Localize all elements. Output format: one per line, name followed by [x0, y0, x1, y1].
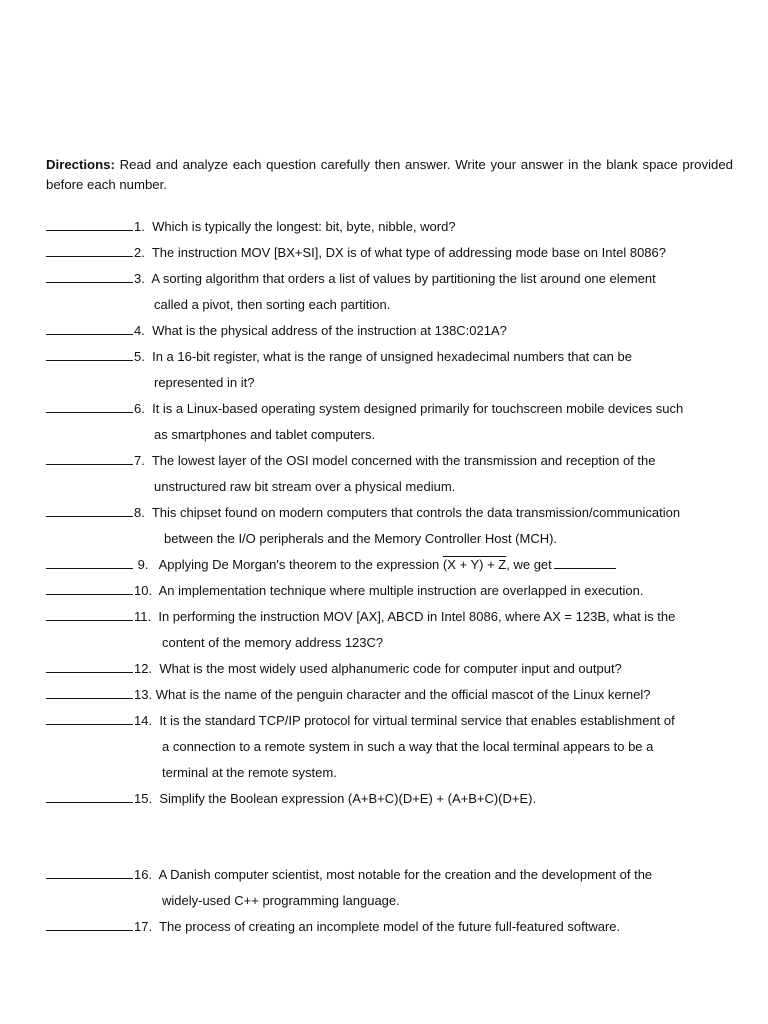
- question-number: 2.: [134, 245, 145, 260]
- question-3: [46, 270, 746, 288]
- question-number: 16.: [134, 867, 153, 882]
- question-text: What is the most widely used alphanumeric code for computer input and output?: [159, 661, 622, 676]
- question-text-continued: called a pivot, then sorting each partition.: [154, 297, 391, 312]
- answer-blank-12[interactable]: [46, 660, 133, 673]
- answer-blank-3[interactable]: [46, 270, 133, 283]
- question-2: [46, 244, 746, 262]
- question-text: An implementation technique where multiple instruction are overlapped in execution.: [158, 583, 644, 598]
- question-text-continued: between the I/O peripherals and the Memory Controller Host (MCH).: [164, 531, 558, 546]
- question-1: [46, 218, 746, 236]
- question-17: [46, 918, 746, 936]
- question-number: 9.: [137, 557, 149, 572]
- question-text-continued: as smartphones and tablet computers.: [154, 427, 376, 442]
- question-text: Applying De Morgan's theorem to the expression: [158, 557, 443, 572]
- question-number: 6.: [134, 401, 145, 416]
- question-text: What is the name of the penguin character and the official mascot of the Linux kernel?: [155, 687, 651, 702]
- answer-blank-16[interactable]: [46, 866, 133, 879]
- question-text: In a 16-bit register, what is the range of unsigned hexadecimal numbers that can be: [152, 349, 632, 364]
- question-text: The instruction MOV [BX+SI], DX is of what type of addressing mode base on Intel 8086?: [151, 245, 666, 260]
- question-text-continued: a connection to a remote system in such a way that the local terminal appears to be a: [162, 739, 654, 754]
- question-14: [46, 712, 746, 730]
- question-number: 1.: [134, 219, 145, 234]
- answer-blank-11[interactable]: [46, 608, 133, 621]
- answer-blank-7[interactable]: [46, 452, 133, 465]
- question-text: The lowest layer of the OSI model concerned with the transmission and reception of the: [151, 453, 656, 468]
- question-text: It is the standard TCP/IP protocol for virtual terminal service that enables establishment of: [159, 713, 675, 728]
- question-text: This chipset found on modern computers that controls the data transmission/communication: [151, 505, 681, 520]
- question-number: 15.: [134, 791, 153, 806]
- question-7: [46, 452, 746, 470]
- question-text: A sorting algorithm that orders a list of values by partitioning the list around one element: [151, 271, 656, 286]
- answer-blank-5[interactable]: [46, 348, 133, 361]
- question-15: [46, 790, 746, 808]
- question-text-continued: content of the memory address 123C?: [162, 635, 384, 650]
- answer-blank-13[interactable]: [46, 686, 133, 699]
- answer-blank-9[interactable]: [46, 556, 133, 569]
- question-11: [46, 608, 746, 626]
- question-number: 12.: [134, 661, 153, 676]
- question-number: 10.: [134, 583, 153, 598]
- question-number: 13.: [134, 687, 153, 702]
- question-text-continued: represented in it?: [154, 375, 255, 390]
- question-6: [46, 400, 746, 418]
- question-text-continued: terminal at the remote system.: [162, 765, 337, 780]
- answer-blank-1[interactable]: [46, 218, 133, 231]
- question-text: Which is typically the longest: bit, byte, nibble, word?: [152, 219, 456, 234]
- answer-blank-17[interactable]: [46, 918, 133, 931]
- answer-blank-10[interactable]: [46, 582, 133, 595]
- question-number: 11.: [134, 609, 152, 624]
- answer-blank-15[interactable]: [46, 790, 133, 803]
- question-text: What is the physical address of the instruction at 138C:021A?: [152, 323, 507, 338]
- question-4: [46, 322, 746, 340]
- question-text: Simplify the Boolean expression (A+B+C)(D+E) + (A+B+C)(D+E).: [159, 791, 537, 806]
- boolean-expression: (X + Y) + Z: [442, 557, 507, 572]
- directions-text: Read and analyze each question carefully then answer. Write your answer in the blank space provided before each number.: [46, 157, 733, 192]
- question-text: In performing the instruction MOV [AX], ABCD in Intel 8086, where AX = 123B, what is the: [158, 609, 676, 624]
- question-number: 17.: [134, 919, 153, 934]
- question-16: [46, 866, 746, 884]
- directions: [46, 155, 733, 195]
- inline-answer-blank-9[interactable]: [554, 556, 616, 569]
- question-text-continued: widely-used C++ programming language.: [162, 893, 400, 908]
- answer-blank-4[interactable]: [46, 322, 133, 335]
- answer-blank-8[interactable]: [46, 504, 133, 517]
- question-text-suffix: , we get: [506, 557, 552, 572]
- question-text-continued: unstructured raw bit stream over a physical medium.: [154, 479, 456, 494]
- question-9: [46, 556, 746, 574]
- directions-label: Directions:: [46, 157, 115, 172]
- question-number: 7.: [134, 453, 145, 468]
- question-number: 14.: [134, 713, 153, 728]
- question-number: 3.: [134, 271, 145, 286]
- question-10: [46, 582, 746, 600]
- question-text: A Danish computer scientist, most notable for the creation and the development of the: [158, 867, 653, 882]
- question-8: [46, 504, 746, 522]
- answer-blank-2[interactable]: [46, 244, 133, 257]
- answer-blank-14[interactable]: [46, 712, 133, 725]
- question-text: It is a Linux-based operating system designed primarily for touchscreen mobile devices such: [152, 401, 684, 416]
- answer-blank-6[interactable]: [46, 400, 133, 413]
- question-number: 4.: [134, 323, 145, 338]
- question-12: [46, 660, 746, 678]
- question-13: [46, 686, 746, 704]
- question-number: 8.: [134, 505, 145, 520]
- question-text: The process of creating an incomplete model of the future full-featured software.: [159, 919, 621, 934]
- question-5: [46, 348, 746, 366]
- question-number: 5.: [134, 349, 145, 364]
